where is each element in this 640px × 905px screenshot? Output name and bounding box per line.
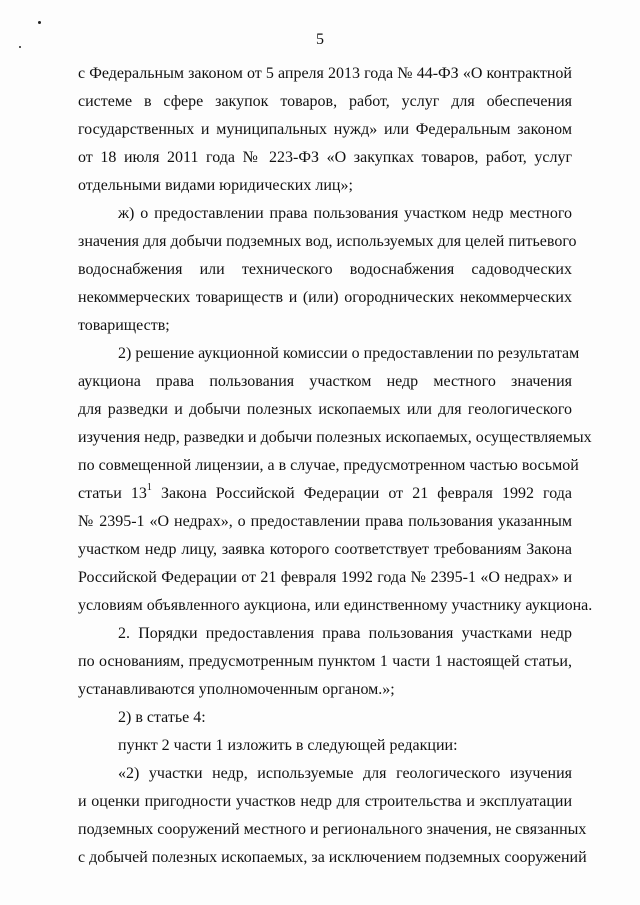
text-line: Российской Федерации от 21 февраля 1992 года № 2395-1 «О недрах» и — [78, 569, 572, 586]
paragraph-7 — [78, 760, 587, 872]
paragraph-3 — [78, 340, 593, 620]
text-line: изучения недр, разведки и добычи полезных ископаемых, осуществляемых — [78, 429, 592, 446]
text-line: и оценки пригодности участков недр для строительства и эксплуатации — [78, 793, 572, 810]
text-line: устанавливаются уполномоченным органом.»; — [78, 681, 395, 698]
page-number: 5 — [316, 31, 324, 48]
text-line — [78, 480, 572, 508]
text-line: государственных и муниципальных нужд» или Федеральным законом — [78, 121, 572, 138]
text-line: участком недр лицу, заявка которого соответствует требованиям Закона — [78, 541, 572, 558]
text-line: условиям объявленного аукциона, или единственному участнику аукциона. — [78, 597, 593, 614]
text-line: с Федеральным законом от 5 апреля 2013 года № 44-ФЗ «О контрактной — [78, 65, 572, 82]
text-line: для разведки и добычи полезных ископаемых или для геологического — [78, 401, 572, 418]
text-line: 2) решение аукционной комиссии о предоставлении по результатам — [118, 345, 580, 362]
article-superscript: 1 — [146, 481, 152, 493]
text-line: по совмещенной лицензии, а в случае, предусмотренном частью восьмой — [78, 457, 579, 474]
document-body — [78, 60, 593, 872]
text-line: от 18 июля 2011 года № 223-ФЗ «О закупках товаров, работ, услуг — [78, 149, 572, 166]
paragraph-2 — [78, 200, 577, 340]
text-line: 2) в статье 4: — [118, 709, 206, 726]
text-line: подземных сооружений местного и регионального значения, не связанных — [78, 821, 587, 838]
law-reference: Закона Российской Федерации от 21 февраля 1992 года — [151, 485, 572, 502]
paragraph-6 — [78, 732, 572, 760]
text-line: с добычей полезных ископаемых, за исключением подземных сооружений — [78, 849, 587, 866]
text-line: «2) участки недр, используемые для геологического изучения — [118, 765, 572, 782]
text-line: 2. Порядки предоставления права пользования участками недр — [118, 625, 572, 642]
paragraph-1 — [78, 60, 572, 200]
text-line: товариществ; — [78, 317, 170, 334]
scan-speck — [38, 21, 41, 24]
text-line: значения для добычи подземных вод, используемых для целей питьевого — [78, 233, 577, 250]
text-line: отдельными видами юридических лиц»; — [78, 177, 353, 194]
text-line: по основаниям, предусмотренным пунктом 1 части 1 настоящей статьи, — [78, 653, 572, 670]
paragraph-4 — [78, 620, 572, 704]
text-line: № 2395-1 «О недрах», о предоставлении права пользования указанным — [78, 513, 572, 530]
article-ref: статьи 13 — [78, 485, 147, 502]
text-line: водоснабжения или технического водоснабжения садоводческих — [78, 261, 572, 278]
text-line: системе в сфере закупок товаров, работ, услуг для обеспечения — [78, 93, 572, 110]
text-line: аукциона права пользования участком недр местного значения — [78, 373, 572, 390]
text-line: некоммерческих товариществ и (или) огороднических некоммерческих — [78, 289, 572, 306]
text-line: пункт 2 части 1 изложить в следующей редакции: — [118, 737, 458, 754]
paragraph-5 — [78, 704, 572, 732]
text-line: ж) о предоставлении права пользования участком недр местного — [118, 205, 572, 222]
